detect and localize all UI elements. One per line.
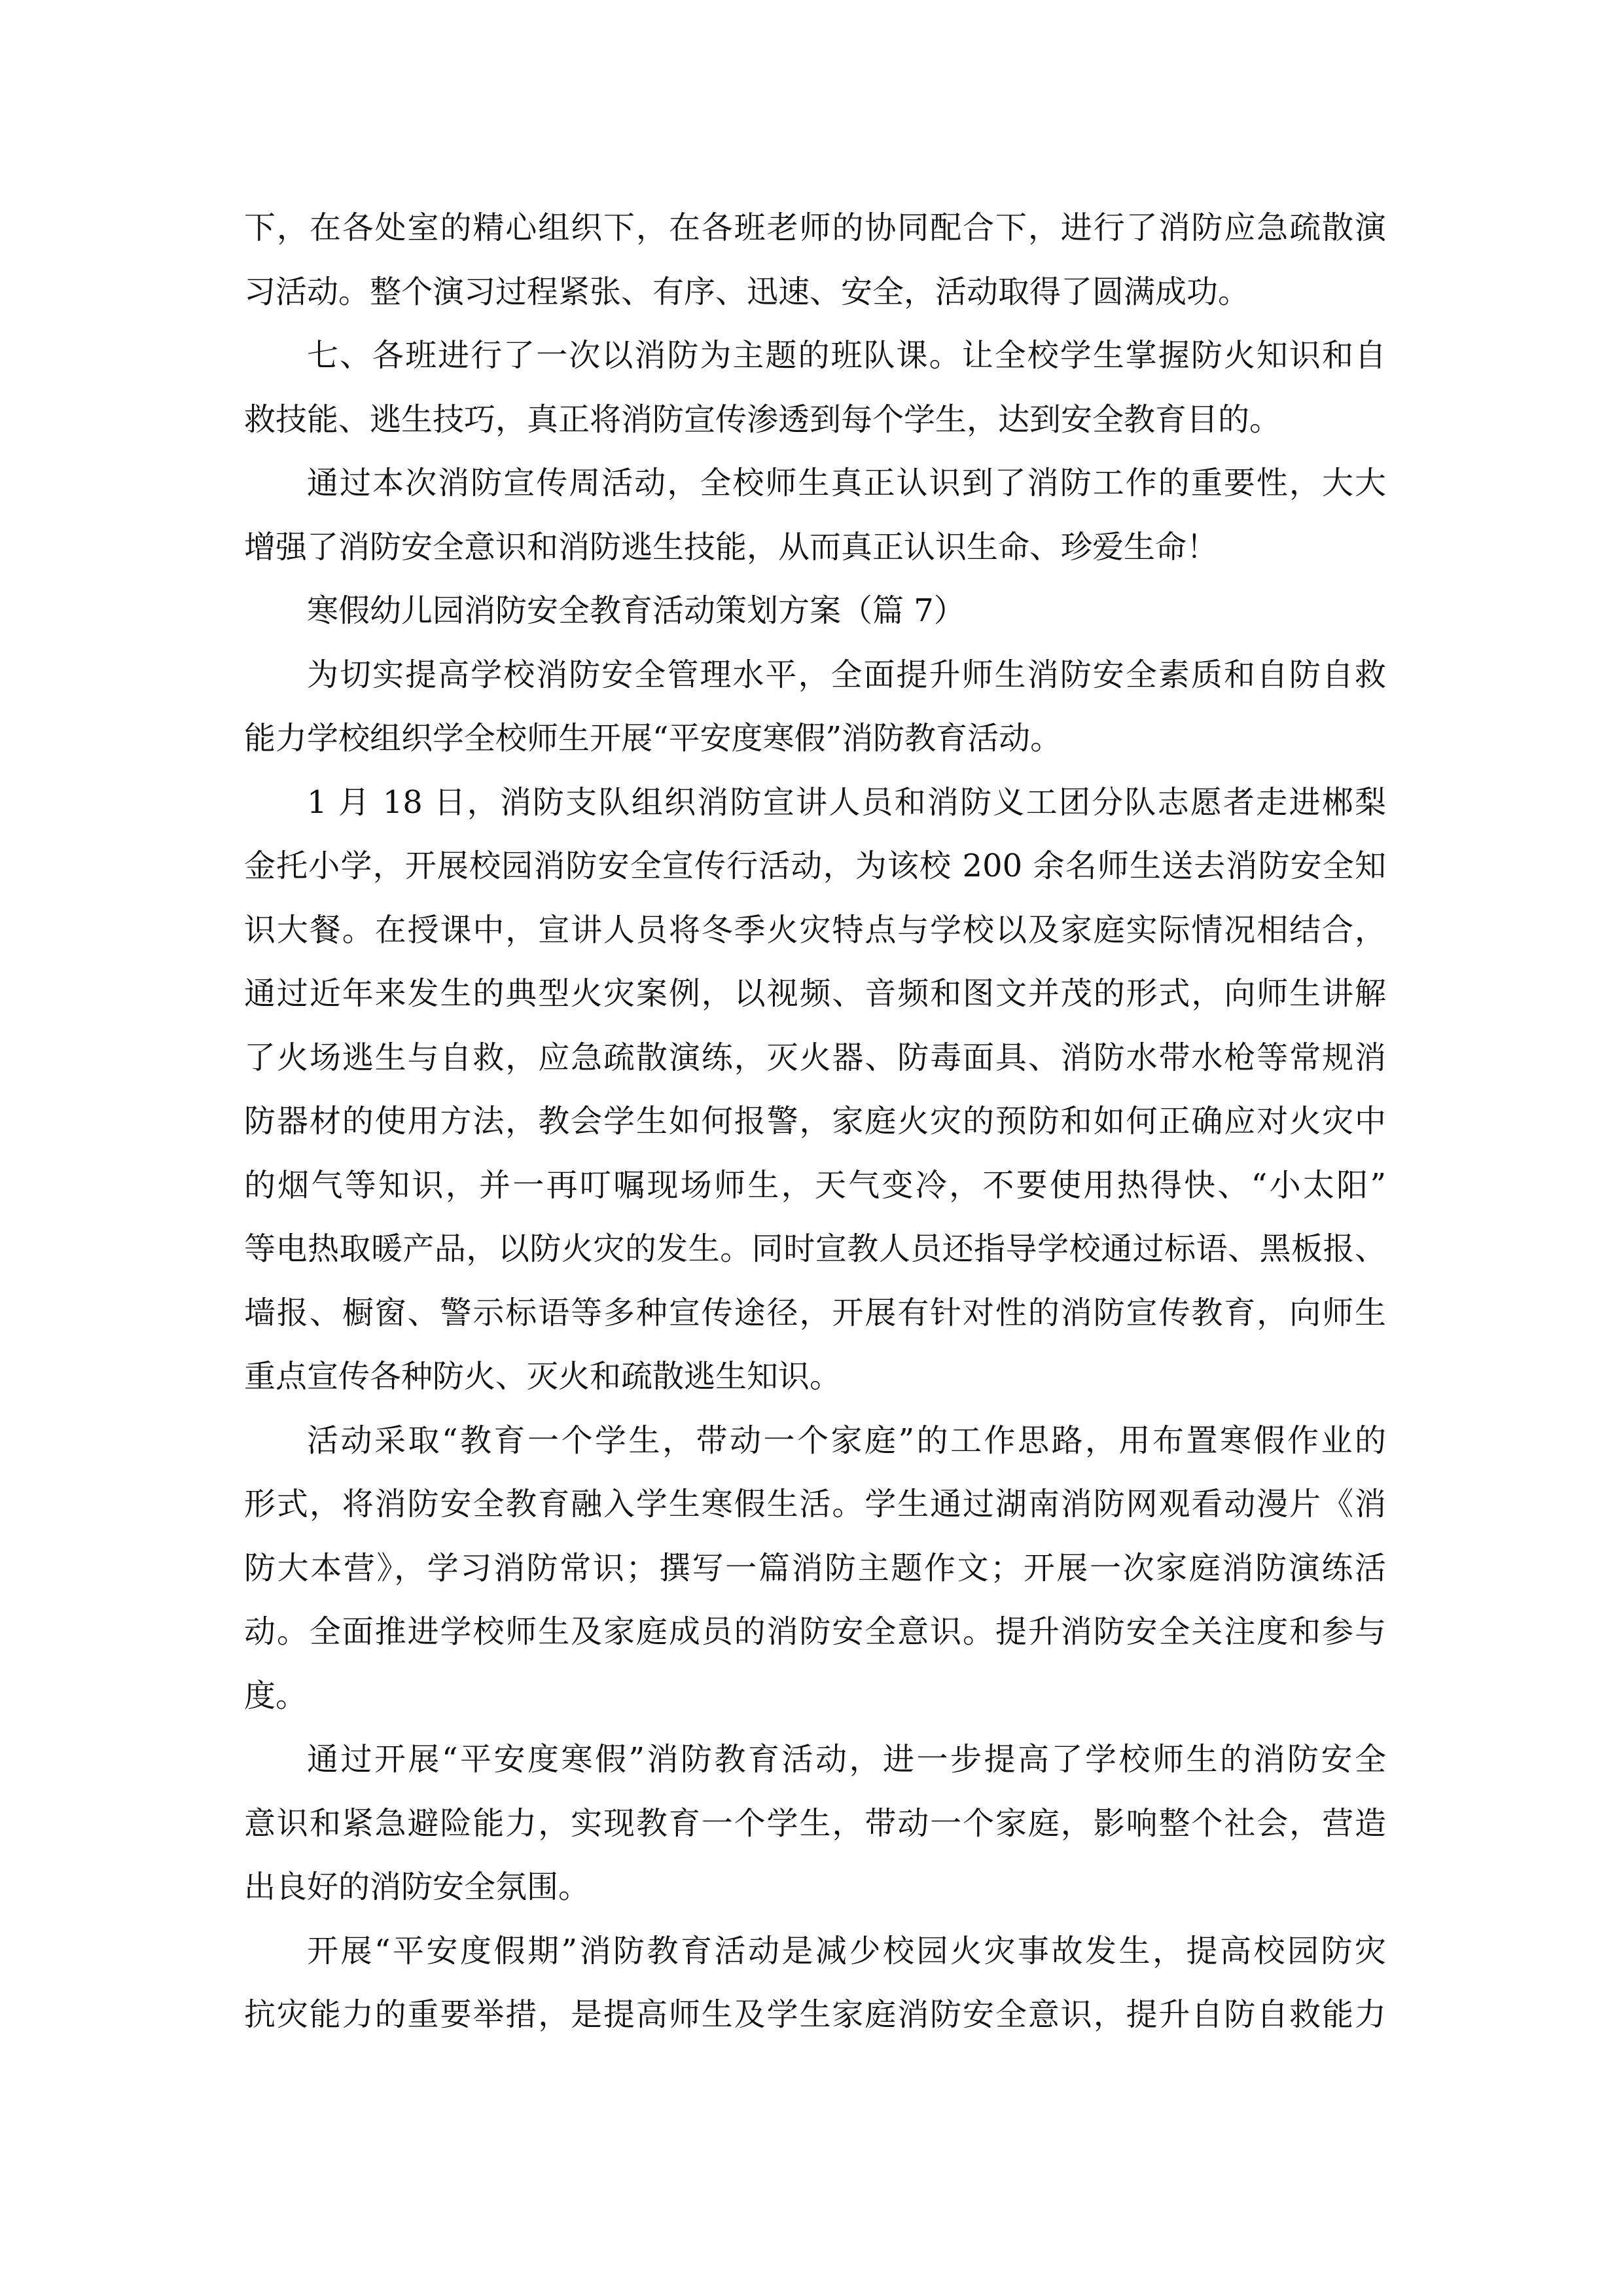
text-line: 意识和紧急避险能力，实现教育一个学生，带动一个家庭，影响整个社会，营造 xyxy=(244,1804,1386,1842)
text-line: 了火场逃生与自救，应急疏散演练，灭火器、防毒面具、消防水带水枪等常规消 xyxy=(244,1039,1386,1076)
text-line: 防器材的使用方法，教会学生如何报警，家庭火灾的预防和如何正确应对火灾中 xyxy=(244,1103,1386,1139)
text-line: 动。全面推进学校师生及家庭成员的消防安全意识。提升消防安全关注度和参与 xyxy=(244,1613,1386,1650)
text-line: 增强了消防安全意识和消防逃生技能，从而真正认识生命、珍爱生命！ xyxy=(244,528,1219,565)
text-line: 度。 xyxy=(244,1677,308,1714)
text-line: 通过近年来发生的典型火灾案例，以视频、音频和图文并茂的形式，向师生讲解 xyxy=(244,975,1386,1012)
text-line: 七、各班进行了一次以消防为主题的班队课。让全校学生掌握防火知识和自 xyxy=(307,337,1386,374)
text-line: 的烟气等知识，并一再叮嘱现场师生，天气变冷，不要使用热得快、“小太阳” xyxy=(244,1166,1386,1204)
text-line: 1 月 18 日，消防支队组织消防宣讲人员和消防义工团分队志愿者走进郴梨 xyxy=(307,783,1386,821)
text-line: 为切实提高学校消防安全管理水平，全面提升师生消防安全素质和自防自救 xyxy=(307,656,1386,693)
text-line: 活动采取“教育一个学生，带动一个家庭”的工作思路，用布置寒假作业的 xyxy=(307,1422,1386,1459)
text-line: 救技能、逃生技巧，真正将消防宣传渗透到每个学生，达到安全教育目的。 xyxy=(244,401,1281,438)
text-line: 墙报、橱窗、警示标语等多种宣传途径，开展有针对性的消防宣传教育，向师生 xyxy=(244,1294,1386,1331)
text-line: 重点宣传各种防火、灭火和疏散逃生知识。 xyxy=(244,1358,842,1395)
text-line: 通过开展“平安度寒假”消防教育活动，进一步提高了学校师生的消防安全 xyxy=(307,1741,1386,1778)
text-line: 通过本次消防宣传周活动，全校师生真正认识到了消防工作的重要性，大大 xyxy=(307,465,1386,501)
text-line: 等电热取暖产品，以防火灾的发生。同时宣教人员还指导学校通过标语、黑板报、 xyxy=(244,1230,1386,1267)
text-line: 形式，将消防安全教育融入学生寒假生活。学生通过湖南消防网观看动漫片《消 xyxy=(244,1486,1386,1522)
document-body xyxy=(244,196,1386,2047)
text-line: 金托小学，开展校园消防安全宣传行活动，为该校 200 余名师生送去消防安全知 xyxy=(244,848,1386,884)
section-heading: 寒假幼儿园消防安全教育活动策划方案（篇 7） xyxy=(307,592,965,629)
text-line: 防大本营》，学习消防常识；撰写一篇消防主题作文；开展一次家庭消防演练活 xyxy=(244,1549,1386,1587)
text-line: 能力学校组织学全校师生开展“平安度寒假”消防教育活动。 xyxy=(244,720,1062,757)
text-line: 出良好的消防安全氛围。 xyxy=(244,1869,590,1905)
text-line: 习活动。整个演习过程紧张、有序、迅速、安全，活动取得了圆满成功。 xyxy=(244,273,1250,310)
text-line: 下，在各处室的精心组织下，在各班老师的协同配合下，进行了消防应急疏散演 xyxy=(244,209,1386,246)
text-line: 抗灾能力的重要举措，是提高师生及学生家庭消防安全意识，提升自防自救能力 xyxy=(244,1996,1386,2033)
text-line: 开展“平安度假期”消防教育活动是减少校园火灾事故发生，提高校园防灾 xyxy=(307,1932,1386,1969)
text-line: 识大餐。在授课中，宣讲人员将冬季火灾特点与学校以及家庭实际情况相结合， xyxy=(244,911,1386,948)
